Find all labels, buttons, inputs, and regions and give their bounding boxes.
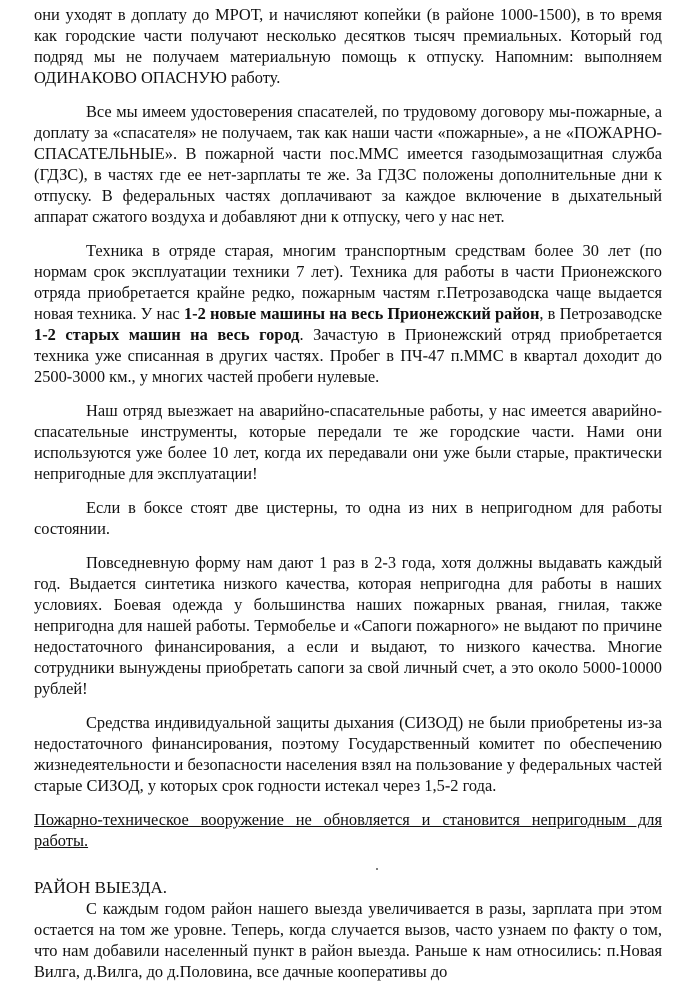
equipment-text-3: . Зачастую в Прионежский отряд приобретается техника уже списанная в других частях. Пробег в ПЧ-47 п.ММС в квартал доходит до 2500-3000 км., у многих частей пробеги нулевые. — [34, 325, 662, 386]
section-heading: РАЙОН ВЫЕЗДА. — [34, 878, 167, 897]
equipment-text-1: Техника в отряде старая, многим транспортным средствам более 30 лет (по нормам срок эксплуатации техники 7 лет). Техника для работы в части Прионежского отряда приобретается крайне редко, пожарным частям г.Петрозаводска чаще выдается новая техника. У нас — [34, 241, 662, 323]
paragraph-rescuers: Все мы имеем удостоверения спасателей, по трудовому договору мы-пожарные, а доплату за «спасателя» не получаем, так как наши части «пожарные», а не «ПОЖАРНО-СПАСАТЕЛЬНЫЕ». В пожарной части пос.ММС имеется газодымозащитная служба (ГДЗС), в частях где ее нет-зарплаты те же. За ГДЗС положены дополнительные дни к отпуску. В федеральных частях доплачивают за каждое включение в дыхательный аппарат сжатого воздуха и добавляют дни к отпуску, чего у нас нет. — [34, 102, 662, 226]
scan-speck — [376, 868, 378, 870]
equipment-bold-2: 1-2 старых машин на весь город — [34, 325, 300, 344]
paragraph-tanks: Если в боксе стоят две цистерны, то одна из них в непригодном для работы состоянии. — [34, 498, 662, 538]
paragraph-uniform: Повседневную форму нам дают 1 раз в 2-3 года, хотя должны выдавать каждый год. Выдается синтетика низкого качества, которая непригодна для работы в наших условиях. Боевая одежда у большинства наших пожарных рваная, гнилая, также непригодна для нашей работы. Термобелье и «Сапоги пожарного» не выдают по причине недостаточного финансирования, а если и выдают, то низкого качества. Многие сотрудники вынуждены приобретать сапоги за свой личный счет, а это около 5000-10000 рублей! — [34, 553, 662, 698]
equipment-bold-1: 1-2 новые машины на весь Прионежский район — [183, 304, 540, 323]
equipment-text-2: , в Петрозаводске — [539, 304, 662, 323]
paragraph-district: С каждым годом район нашего выезда увеличивается в разы, зарплата при этом остается на том же уровне. Теперь, когда случается вызов, часто узнаем по факту о том, что нам добавили населенный пункт в район выезда. Раньше к нам относились: п.Новая Вилга, д.Вилга, до д.Половина, все дачные кооперативы до — [34, 899, 662, 981]
paragraph-fire-equipment: Пожарно-техническое вооружение не обновляется и становится непригодным для работы. — [34, 810, 662, 850]
paragraph-equipment — [34, 240, 662, 387]
paragraph-breathing: Средства индивидуальной защиты дыхания (СИЗОД) не были приобретены из-за недостаточного финансирования, поэтому Государственный комитет по обеспечению жизнедеятельности и безопасности населения взял на пользование у федеральных частей старые СИЗОД, у которых срок годности истекал через 1,5-2 года. — [34, 713, 662, 795]
paragraph-mrot: они уходят в доплату до МРОТ, и начисляют копейки (в районе 1000-1500), в то время как городские части получают несколько десятков тысяч премиальных. Который год подряд мы не получаем материальную помощь к отпуску. Напомним: выполняем ОДИНАКОВО ОПАСНУЮ работу. — [34, 5, 662, 87]
paragraph-rescue-tools: Наш отряд выезжает на аварийно-спасательные работы, у нас имеется аварийно-спасательные инструменты, которые передали те же городские части. Нами они используются уже более 10 лет, когда их передавали они уже были старые, практически непригодные для эксплуатации! — [34, 401, 662, 483]
